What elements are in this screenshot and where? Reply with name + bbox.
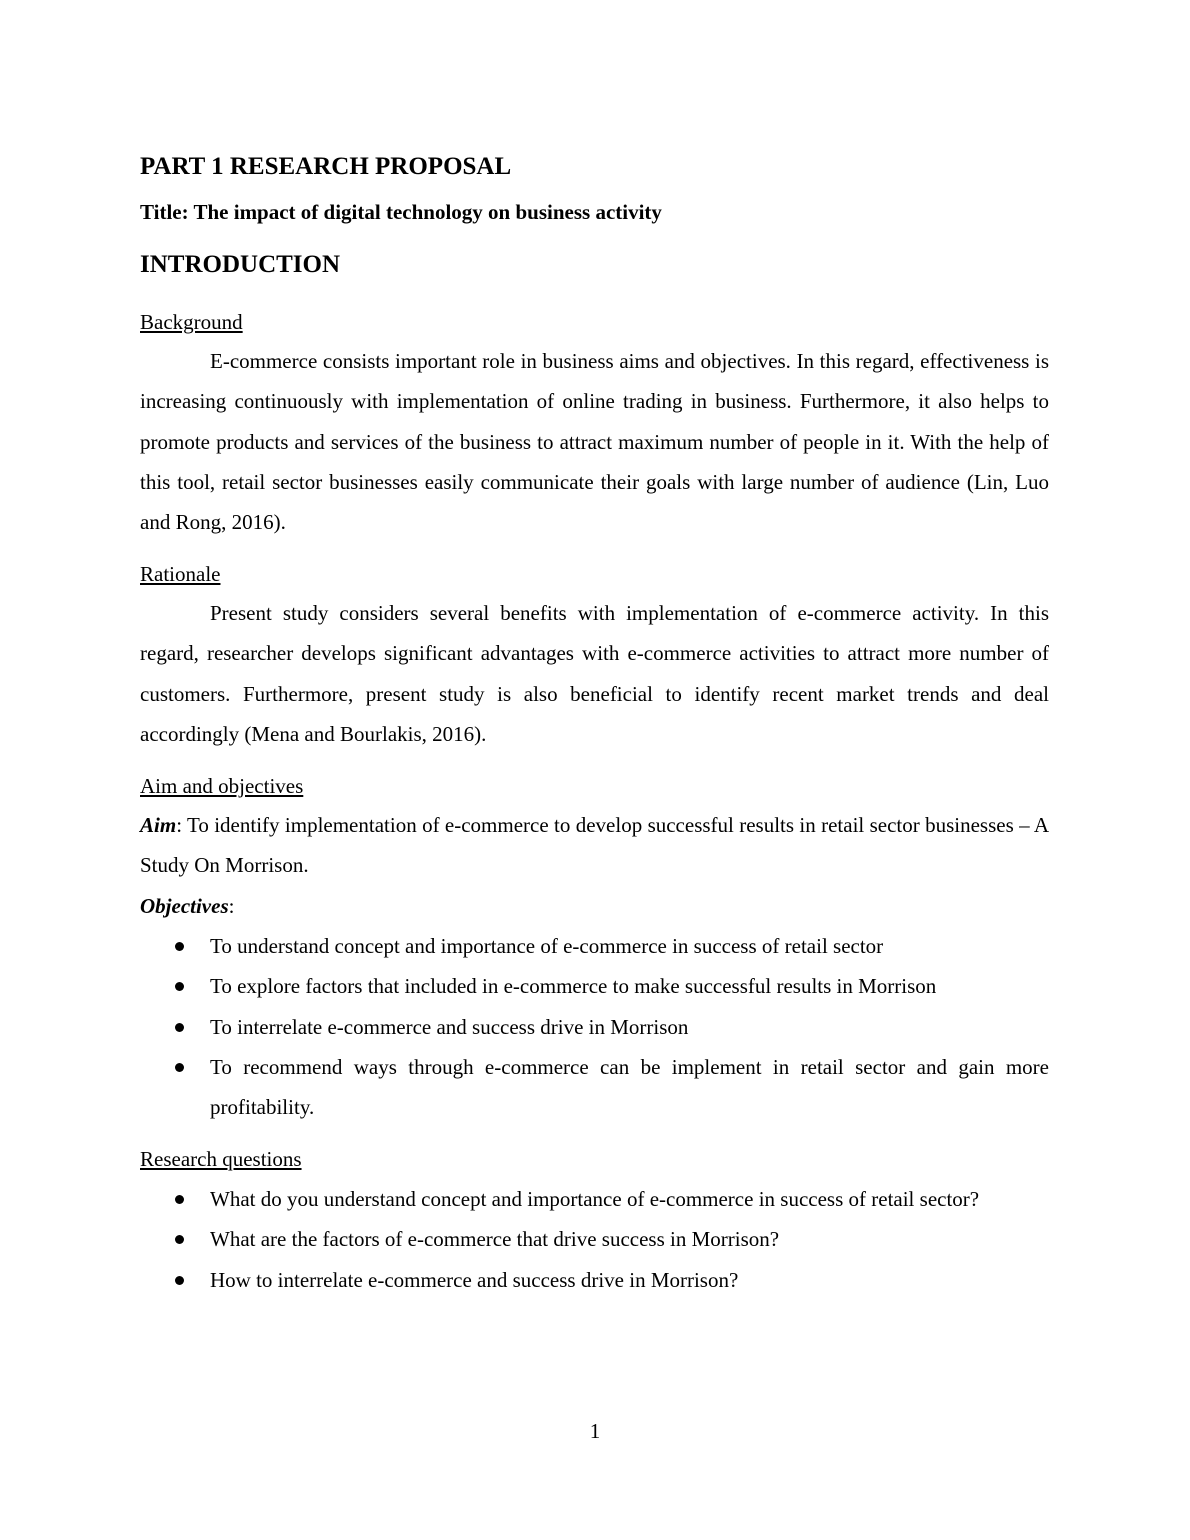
- research-question-text: What are the factors of e-commerce that drive success in Morrison?: [210, 1227, 780, 1252]
- objective-item: [140, 966, 1049, 1006]
- rationale-heading: Rationale: [140, 562, 221, 586]
- proposal-title: Title: The impact of digital technology on business activity: [140, 200, 662, 224]
- research-question-text: How to interrelate e-commerce and success drive in Morrison?: [210, 1267, 739, 1292]
- objective-text: To recommend ways through e-commerce can be implement in retail sector and gain more profitability.: [210, 1054, 1049, 1120]
- bullet-icon: [175, 1235, 184, 1244]
- bullet-icon: [175, 982, 184, 991]
- rationale-paragraph: Present study considers several benefits with implementation of e-commerce activity. In this regard, researcher develops significant advantages with e-commerce activities to attract more number of customers. Furthermore, present study is also beneficial to identify recent market trends and deal accordingly (Mena and Bourlakis, 2016).: [140, 601, 1049, 746]
- research-question-item: [140, 1179, 1049, 1219]
- page-number: 1: [589, 1419, 601, 1443]
- research-question-item: [140, 1219, 1049, 1259]
- aim-paragraph: [140, 805, 1049, 886]
- bullet-icon: [175, 1063, 184, 1072]
- research-questions-heading: Research questions: [140, 1147, 302, 1171]
- background-heading: Background: [140, 310, 243, 334]
- objectives-label: Objectives: [140, 894, 229, 918]
- bullet-icon: [175, 942, 184, 951]
- objectives-list: [140, 926, 1049, 1127]
- bullet-icon: [175, 1276, 184, 1285]
- bullet-icon: [175, 1023, 184, 1032]
- research-questions-list: [140, 1179, 1049, 1300]
- objectives-label-line: [140, 886, 1049, 926]
- introduction-heading: INTRODUCTION: [140, 251, 341, 278]
- objectives-colon: :: [228, 894, 235, 918]
- objective-item: [140, 1007, 1049, 1047]
- part-heading: PART 1 RESEARCH PROPOSAL: [140, 153, 512, 180]
- aim-label: Aim: [140, 813, 177, 837]
- aim-text: : To identify implementation of e-commerce to develop successful results in retail sector businesses – A Study On Morrison.: [140, 813, 1049, 878]
- research-question-item: [140, 1260, 1049, 1300]
- aim-objectives-heading: Aim and objectives: [140, 774, 304, 798]
- objective-item: [140, 926, 1049, 966]
- objective-item: [140, 1047, 1049, 1128]
- objective-text: To understand concept and importance of e-commerce in success of retail sector: [210, 934, 884, 958]
- objective-text: To interrelate e-commerce and success drive in Morrison: [210, 1014, 689, 1039]
- background-paragraph: E-commerce consists important role in business aims and objectives. In this regard, effectiveness is increasing continuously with implementation of online trading in business. Furthermore, it also helps to promote products and services of the business to attract maximum number of people in it. With the help of this tool, retail sector businesses easily communicate their goals with large number of audience (Lin, Luo and Rong, 2016).: [140, 349, 1049, 535]
- bullet-icon: [175, 1195, 184, 1204]
- research-question-text: What do you understand concept and importance of e-commerce in success of retail sector?: [210, 1187, 980, 1211]
- objective-text: To explore factors that included in e-commerce to make successful results in Morrison: [210, 974, 937, 999]
